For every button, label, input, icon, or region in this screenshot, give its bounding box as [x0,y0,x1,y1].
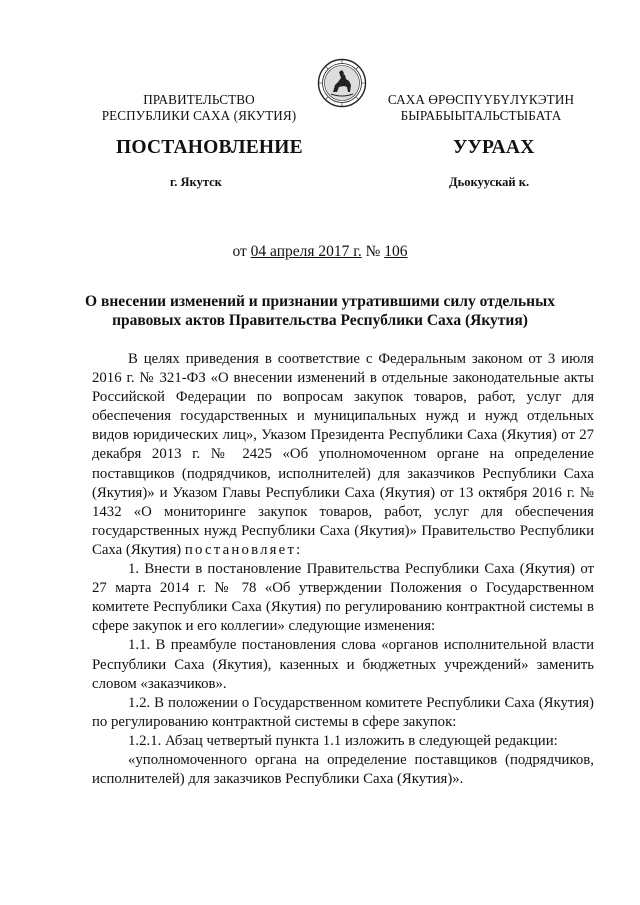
decree-word: постановляет: [184,541,303,558]
header-left-line2: РЕСПУБЛИКИ САХА (ЯКУТИЯ) [101,108,297,123]
doc-type-right: УУРААХ [453,137,535,158]
doc-type-left: ПОСТАНОВЛЕНИЕ [116,137,303,158]
paragraph-quote: «уполномоченного органа на определение поставщиков (подрядчиков, исполнителей) для заказчиков Республики Саха (Якутия)». [92,751,594,788]
city-right: Дьокуускай к. [449,175,530,189]
header-right-line1: САХА ӨРӨСПҮҮБҮЛҮКЭТИН [387,92,575,107]
header-left-authority [84,92,314,124]
header-left-line1: ПРАВИТЕЛЬСТВО [143,92,255,107]
document-title [70,292,570,330]
number-sign: № [365,243,381,260]
header-right-authority [366,92,596,124]
title-line1: О внесении изменений и признании утратившими силу отдельных [85,293,555,310]
coat-of-arms-icon [317,58,367,108]
paragraph-preamble [92,350,594,560]
header-right-line2: БЫРАБЫЫТАЛЬСТЫБАТА [400,108,562,123]
date-number-line [0,243,640,261]
title-line2: правовых актов Правительства Республики Саха (Якутия) [112,312,528,329]
document-date: 04 апреля 2017 г. [250,243,362,260]
preamble-text: В целях приведения в соответствие с Федеральным законом от 3 июля 2016 г. № 321-ФЗ «О внесении изменений в отдельные законодательные акты Российской Федерации по вопросам закупок товаров, работ, услуг для обеспечения государственных и муниципальных нужд и нужд отдельных видов юридических лиц», Указом Президента Республики Саха (Якутия) от 27 декабря 2013 г. № 2425 «Об уполномоченном органе на определение поставщиков (подрядчиков, исполнителей) для заказчиков Республики Саха (Якутия)» и Указом Главы Республики Саха (Якутия) от 13 октября 2016 г. № 1432 «О мониторинге закупок товаров, работ, услуг для обеспечения государственных нужд Республики Саха (Якутия)» Правительство Республики Саха (Якутия) [92,351,594,558]
paragraph-item-1-2: 1.2. В положении о Государственном комитете Республики Саха (Якутия) по регулированию контрактной системы в сфере закупок: [92,694,594,730]
document-number: 106 [384,243,408,260]
paragraph-item-1-1: 1.1. В преамбуле постановления слова «органов исполнительной власти Республики Саха (Якутия), казенных и бюджетных учреждений» заменить словом «заказчиков». [92,637,594,692]
paragraph-item-1-2-1: 1.2.1. Абзац четвертый пункта 1.1 изложить в следующей редакции: [128,732,558,749]
city-left: г. Якутск [170,175,222,189]
date-prefix: от [232,243,247,260]
document-body [92,350,594,789]
paragraph-item-1: 1. Внести в постановление Правительства Республики Саха (Якутия) от 27 марта 2014 г. № 78 «Об утверждении Положения о Государственном комитете Республики Саха (Якутия) по регулированию контрактной системы в сфере закупок и его коллегии» следующие изменения: [92,561,594,635]
